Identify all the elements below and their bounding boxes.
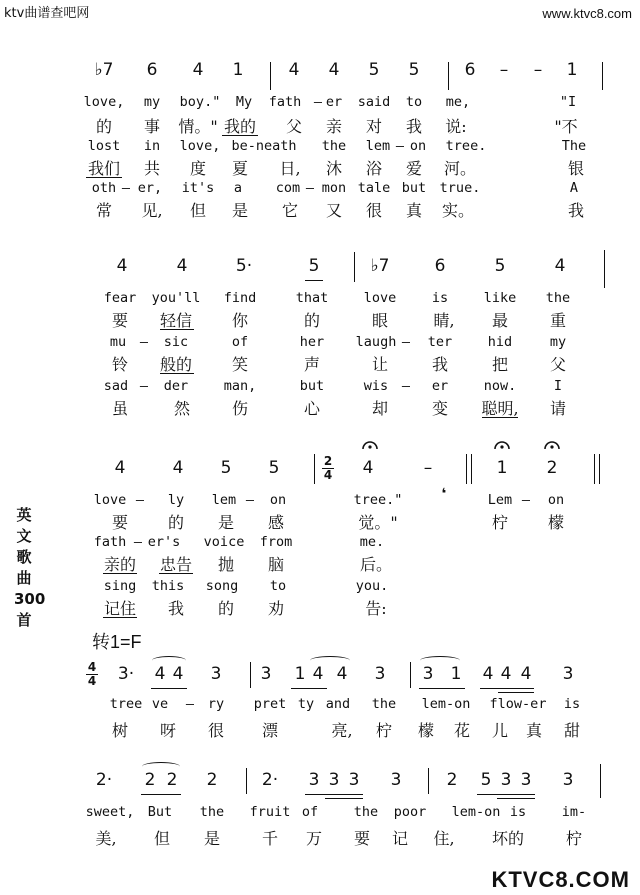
note: 5 <box>494 256 506 276</box>
lyric-zh: 度 <box>189 159 207 178</box>
lyric-en: fear <box>103 290 137 306</box>
lyric-zh: 是 <box>217 513 235 532</box>
lyric-zh: 变 <box>431 399 449 418</box>
lyric-zh: 心 <box>303 399 321 418</box>
note: 4 <box>192 60 204 80</box>
lyric-zh: 笑 <box>231 355 249 374</box>
lyric-en: My <box>235 94 253 110</box>
lyric-en: – <box>185 696 195 712</box>
lyric-en: The <box>561 138 587 154</box>
note: 5 <box>408 60 420 80</box>
lyric-zh: 让 <box>371 355 389 374</box>
lyric-zh: 儿 <box>491 721 509 740</box>
lyric-en: tree <box>109 696 143 712</box>
lyric-zh: 万 <box>305 829 323 848</box>
lyric-zh: 但 <box>189 201 207 220</box>
lyric-zh: 真 <box>405 201 423 220</box>
lyric-en: er's <box>147 534 181 550</box>
barline <box>354 252 355 282</box>
note: 2 <box>166 770 178 790</box>
lyric-en: the <box>199 804 225 820</box>
lyric-zh: 事 <box>143 117 161 136</box>
note: 4 <box>114 458 126 478</box>
lyric-zh: 爱 <box>405 159 423 178</box>
note: 4 <box>288 60 300 80</box>
note: 1 <box>232 60 244 80</box>
lyric-zh: 柠 <box>491 513 509 532</box>
lyric-en: from <box>259 534 293 550</box>
note: 5 <box>480 770 492 790</box>
lyric-zh: 记 <box>391 829 409 848</box>
lyric-zh: 又 <box>325 201 343 220</box>
lyric-zh: 的 <box>217 599 235 618</box>
lyric-en: the <box>321 138 347 154</box>
lyric-zh: 柠 <box>375 721 393 740</box>
note: 4 <box>336 664 348 684</box>
note: 2· <box>95 770 113 790</box>
note: 4 <box>520 664 532 684</box>
lyric-zh: 重 <box>549 311 567 330</box>
lyric-en: A <box>569 180 579 196</box>
lyric-zh: 很 <box>365 201 383 220</box>
lyric-zh: 见, <box>141 201 163 220</box>
lyric-zh: 我们 <box>87 159 121 178</box>
lyric-zh: 要 <box>353 829 371 848</box>
note: 2 <box>446 770 458 790</box>
lyric-zh: 要 <box>111 513 129 532</box>
fermata-icon <box>494 438 510 450</box>
lyric-zh: 沐 <box>325 159 343 178</box>
lyric-zh: 请 <box>549 399 567 418</box>
lyric-en: pret <box>253 696 287 712</box>
lyric-en: true. <box>439 180 481 196</box>
lyric-en: lem-on <box>421 696 471 712</box>
note: 4 <box>116 256 128 276</box>
lyric-zh: 虽 <box>111 399 129 418</box>
lyric-en: ry <box>207 696 225 712</box>
note: 5 <box>368 60 380 80</box>
note: 2 <box>546 458 558 478</box>
lyric-en: hid <box>487 334 513 350</box>
lyric-en: on <box>547 492 565 508</box>
lyric-zh: 柠 <box>565 829 583 848</box>
note: – <box>423 458 433 478</box>
note: 5 <box>220 458 232 478</box>
lyric-en: man, <box>223 378 257 394</box>
lyric-zh: 睛, <box>433 311 455 330</box>
lyric-en: oth <box>91 180 117 196</box>
lyric-zh: 般的 <box>159 355 193 374</box>
lyric-zh: 伤 <box>231 399 249 418</box>
lyric-zh: 声 <box>303 355 321 374</box>
note: – <box>499 60 509 80</box>
lyric-zh: 感 <box>267 513 285 532</box>
lyric-zh: 告: <box>365 599 387 618</box>
lyric-zh: 亲 <box>325 117 343 136</box>
barline <box>602 62 603 90</box>
lyric-zh: 忠告 <box>159 555 193 574</box>
lyric-en: the <box>545 290 571 306</box>
barline <box>448 62 449 90</box>
lyric-en: that <box>295 290 329 306</box>
note: 4 <box>482 664 494 684</box>
lyric-zh: 要 <box>111 311 129 330</box>
lyric-zh: 我 <box>167 599 185 618</box>
lyric-zh: 我 <box>405 117 423 136</box>
watermark-right: www.ktvc8.com <box>542 6 632 21</box>
lyric-zh: 把 <box>491 355 509 374</box>
lyric-en: ve <box>151 696 169 712</box>
lyric-en: now. <box>483 378 517 394</box>
lyric-en: laugh <box>355 334 397 350</box>
lyric-zh: 真 <box>525 721 543 740</box>
lyric-en: is <box>563 696 581 712</box>
lyric-en: like <box>483 290 517 306</box>
lyric-zh: 实。 <box>441 201 475 220</box>
lyric-en: but <box>299 378 325 394</box>
lyric-en: the <box>353 804 379 820</box>
lyric-en: love <box>93 492 127 508</box>
lyric-en: you'll <box>151 290 201 306</box>
barline <box>410 662 411 688</box>
lyric-en: er, <box>137 180 163 196</box>
lyric-zh: 檬 <box>417 721 435 740</box>
lyric-en: voice <box>203 534 245 550</box>
lyric-zh: 但 <box>153 829 171 848</box>
note: 1 <box>496 458 508 478</box>
note: ♭7 <box>94 60 114 80</box>
note: 1 <box>294 664 306 684</box>
lyric-en: fruit <box>249 804 291 820</box>
lyric-en: – <box>133 534 143 550</box>
note: 3 <box>328 770 340 790</box>
lyric-en: ter <box>427 334 453 350</box>
note: 6 <box>464 60 476 80</box>
lyric-zh: 的 <box>303 311 321 330</box>
lyric-zh: 银 <box>567 159 585 178</box>
note: 3 <box>260 664 272 684</box>
lyric-en: tree. <box>445 138 487 154</box>
note: 3 <box>390 770 402 790</box>
lyric-en: – <box>121 180 131 196</box>
lyric-en: me. <box>359 534 385 550</box>
lyric-zh: 父 <box>285 117 303 136</box>
lyric-en: sweet, <box>85 804 135 820</box>
barline <box>314 454 315 484</box>
time-signature: 4 4 <box>87 660 97 688</box>
footer-logo: KTVC8.COM <box>491 867 630 892</box>
lyric-en: der <box>163 378 189 394</box>
lyric-zh: 抛 <box>217 555 235 574</box>
lyric-zh: 是 <box>231 201 249 220</box>
lyric-zh: 劝 <box>267 599 285 618</box>
lyric-zh: 亮, <box>331 721 353 740</box>
barline <box>600 764 601 798</box>
note: 4 <box>312 664 324 684</box>
lyric-en: – <box>139 334 149 350</box>
lyric-zh: 是 <box>203 829 221 848</box>
lyric-en: me, <box>445 94 471 110</box>
lyric-zh: 树 <box>111 721 129 740</box>
lyric-en: find <box>223 290 257 306</box>
lyric-en: im- <box>561 804 587 820</box>
lyric-zh: 我的 <box>223 117 257 136</box>
lyric-en: – <box>401 334 411 350</box>
lyric-en: to <box>269 578 287 594</box>
lyric-zh: 夏 <box>231 159 249 178</box>
lyric-zh: 觉。" <box>358 513 398 532</box>
lyric-en: it's <box>181 180 215 196</box>
lyric-zh: 千 <box>261 829 279 848</box>
lyric-en: love, <box>179 138 221 154</box>
note: 3 <box>374 664 386 684</box>
lyric-en: ly <box>167 492 185 508</box>
lyric-zh: 浴 <box>365 159 383 178</box>
note: 5 <box>308 256 320 276</box>
lyric-en: lost <box>87 138 121 154</box>
lyric-zh: 甜 <box>563 721 581 740</box>
note: – <box>533 60 543 80</box>
lyric-en: – <box>395 138 405 154</box>
barline <box>250 662 251 688</box>
lyric-en: tree." <box>353 492 403 508</box>
lyric-en: poor <box>393 804 427 820</box>
lyric-en: lem <box>365 138 391 154</box>
lyric-zh: 美, <box>95 829 117 848</box>
lyric-en: of <box>301 804 319 820</box>
lyric-zh: 聪明, <box>481 399 519 418</box>
lyric-en: flow-er <box>489 696 547 712</box>
lyric-en: her <box>299 334 325 350</box>
lyric-en: – <box>521 492 531 508</box>
lyric-en: this <box>151 578 185 594</box>
lyric-zh: 铃 <box>111 355 129 374</box>
lyric-en: my <box>143 94 161 110</box>
lyric-en: sing <box>103 578 137 594</box>
lyric-en: love <box>363 290 397 306</box>
note: 3 <box>500 770 512 790</box>
note: 4 <box>500 664 512 684</box>
barline <box>246 768 247 794</box>
lyric-zh: 眼 <box>371 311 389 330</box>
lyric-en: is <box>509 804 527 820</box>
barline <box>428 768 429 794</box>
lyric-en: – <box>401 378 411 394</box>
lyric-en: on <box>269 492 287 508</box>
note: 4 <box>554 256 566 276</box>
lyric-zh: 你 <box>231 311 249 330</box>
note: 1 <box>566 60 578 80</box>
note: 2 <box>206 770 218 790</box>
lyric-zh: 花 <box>453 721 471 740</box>
note: 3 <box>520 770 532 790</box>
lyric-en: fath <box>93 534 127 550</box>
lyric-zh: 檬 <box>547 513 565 532</box>
note: 1 <box>450 664 462 684</box>
lyric-zh: 后。 <box>359 555 393 574</box>
lyric-zh: "不 <box>554 117 578 136</box>
lyric-en: a <box>233 180 243 196</box>
lyric-zh: 共 <box>143 159 161 178</box>
lyric-en: be-neath <box>231 138 297 154</box>
lyric-zh: 它 <box>281 201 299 220</box>
lyric-en: mon <box>321 180 347 196</box>
lyric-zh: 轻信 <box>159 311 193 330</box>
lyric-zh: 的 <box>167 513 185 532</box>
lyric-en: sad <box>103 378 129 394</box>
watermark-left: ktv曲谱查吧网 <box>4 6 90 21</box>
note: 2· <box>261 770 279 790</box>
lyric-en: mu <box>109 334 127 350</box>
note: 6 <box>434 256 446 276</box>
key-change: 转1=F <box>92 632 142 652</box>
time-signature: 2 4 <box>323 454 333 482</box>
lyric-en: – <box>139 378 149 394</box>
lyric-en: er <box>431 378 449 394</box>
lyric-zh: 住, <box>433 829 455 848</box>
lyric-en: of <box>231 334 249 350</box>
lyric-en: sic <box>163 334 189 350</box>
lyric-zh: 然 <box>173 399 191 418</box>
lyric-en: is <box>431 290 449 306</box>
note: 4 <box>328 60 340 80</box>
lyric-en: but <box>401 180 427 196</box>
lyric-en: the <box>371 696 397 712</box>
lyric-zh: 脑 <box>267 555 285 574</box>
lyric-zh: 日, <box>279 159 301 178</box>
lyric-en: on <box>409 138 427 154</box>
note: 3 <box>422 664 434 684</box>
lyric-en: said <box>357 94 391 110</box>
lyric-zh: 的 <box>95 117 113 136</box>
lyric-en: I <box>553 378 563 394</box>
lyric-en: to <box>405 94 423 110</box>
note: 3 <box>308 770 320 790</box>
lyric-zh: 情。" <box>178 117 218 136</box>
lyric-en: and <box>325 696 351 712</box>
lyric-en: "I <box>559 94 577 110</box>
lyric-zh: 亲的 <box>103 555 137 574</box>
lyric-en: – <box>135 492 145 508</box>
lyric-en: Lem <box>487 492 513 508</box>
lyric-en: lem-on <box>451 804 501 820</box>
lyric-en: song <box>205 578 239 594</box>
barline <box>270 62 271 90</box>
lyric-en: in <box>143 138 161 154</box>
lyric-zh: 坏的 <box>491 829 525 848</box>
note: 6 <box>146 60 158 80</box>
lyric-en: – <box>305 180 315 196</box>
lyric-mark: ❛ <box>440 486 447 502</box>
lyric-zh: 我 <box>567 201 585 220</box>
lyric-zh: 呀 <box>159 721 177 740</box>
lyric-zh: 记住 <box>103 599 137 618</box>
note: 3 <box>562 664 574 684</box>
fermata-icon <box>544 438 560 450</box>
lyric-zh: 父 <box>549 355 567 374</box>
note: 4 <box>172 664 184 684</box>
note: ♭7 <box>370 256 390 276</box>
lyric-en: ty <box>297 696 315 712</box>
lyric-en: tale <box>357 180 391 196</box>
lyric-en: fath <box>268 94 302 110</box>
lyric-en: you. <box>355 578 389 594</box>
lyric-en: er <box>325 94 343 110</box>
lyric-zh: 漂 <box>261 721 279 740</box>
double-barline <box>594 454 600 484</box>
note: 2 <box>144 770 156 790</box>
note: 4 <box>176 256 188 276</box>
lyric-zh: 最 <box>491 311 509 330</box>
note: 5· <box>235 256 253 276</box>
side-label: 英文歌曲300首 <box>14 506 46 629</box>
lyric-en: my <box>549 334 567 350</box>
lyric-zh: 对 <box>365 117 383 136</box>
lyric-en: boy." <box>179 94 221 110</box>
lyric-zh: 常 <box>95 201 113 220</box>
lyric-en: But <box>147 804 173 820</box>
note: 3 <box>348 770 360 790</box>
note: 4 <box>362 458 374 478</box>
lyric-en: lem <box>211 492 237 508</box>
lyric-zh: 很 <box>207 721 225 740</box>
lyric-en: wis <box>363 378 389 394</box>
lyric-en: com <box>275 180 301 196</box>
note: 4 <box>172 458 184 478</box>
lyric-en: – <box>313 94 323 110</box>
note: 5 <box>268 458 280 478</box>
lyric-en: – <box>245 492 255 508</box>
lyric-zh: 我 <box>431 355 449 374</box>
note: 3· <box>117 664 135 684</box>
fermata-icon <box>362 438 378 450</box>
lyric-en: love, <box>83 94 125 110</box>
note: 3 <box>562 770 574 790</box>
barline <box>604 250 605 288</box>
double-barline <box>466 454 472 484</box>
lyric-zh: 河。 <box>443 159 477 178</box>
note: 3 <box>210 664 222 684</box>
lyric-zh: 说: <box>445 117 467 136</box>
note: 4 <box>154 664 166 684</box>
lyric-zh: 却 <box>371 399 389 418</box>
